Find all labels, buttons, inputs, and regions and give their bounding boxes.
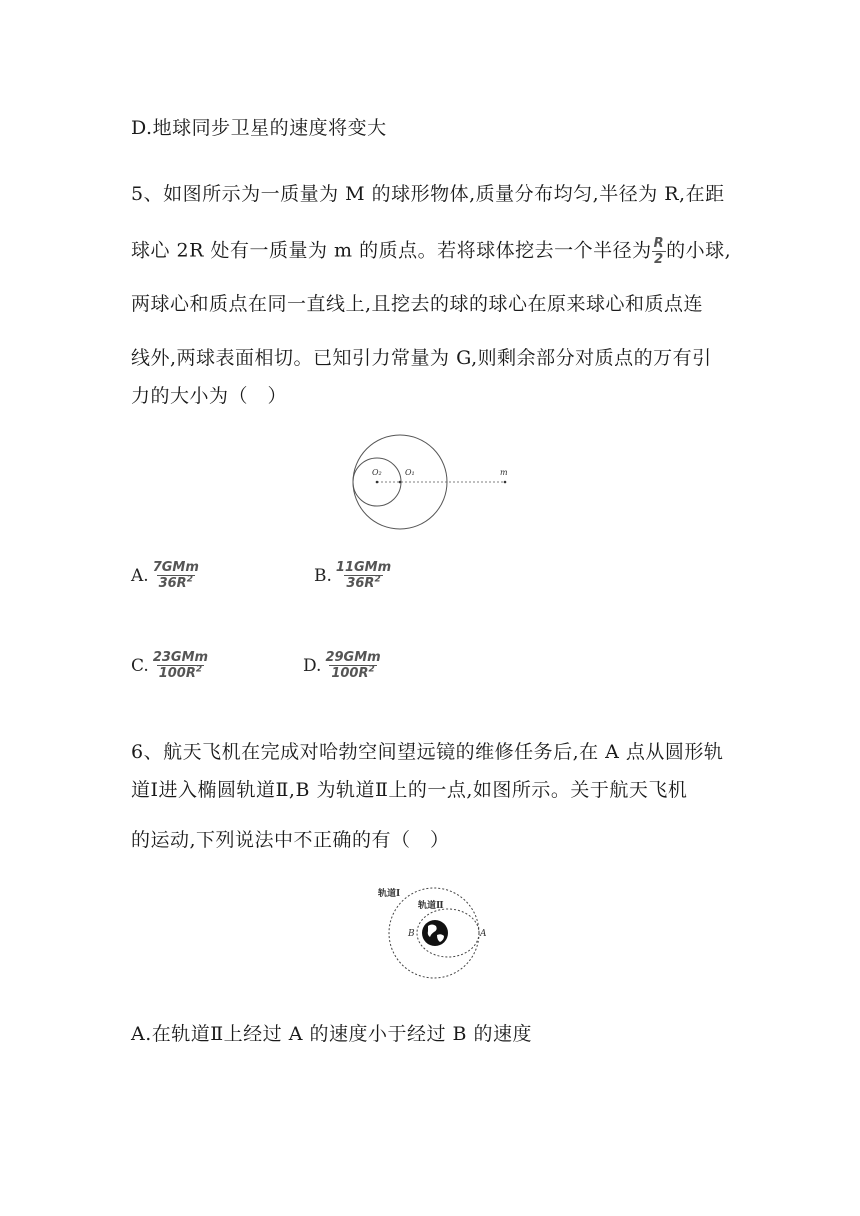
q6-option-a: A.在轨道Ⅱ上经过 A 的速度小于经过 B 的速度 [131, 1023, 533, 1045]
q5-option-c [131, 650, 210, 681]
option-den: $36R^2$ [346, 574, 381, 591]
point-m [504, 481, 507, 484]
option-fraction [151, 650, 210, 681]
option-num: 23GMm [152, 650, 209, 665]
q5-option-b [314, 560, 393, 591]
q5-option-a [131, 560, 201, 591]
q6-line-3: 的运动,下列说法中不正确的有（ ） [131, 829, 450, 851]
option-letter: A. [131, 565, 149, 586]
q5-line-2-post: 的小球, [666, 239, 732, 262]
label-orbit-2: 轨道Ⅱ [418, 901, 444, 911]
label-o2: O₂ [372, 468, 382, 477]
q6-line-2: 道Ⅰ进入椭圆轨道Ⅱ,B 为轨道Ⅱ上的一点,如图所示。关于航天飞机 [131, 779, 688, 801]
q5-line-1: 5、如图所示为一质量为 M 的球形物体,质量分布均匀,半径为 R,在距 [131, 183, 725, 205]
q5-line-5: 力的大小为（ ） [131, 385, 288, 407]
option-letter: C. [131, 655, 149, 676]
label-a: A [480, 929, 487, 939]
earth-icon [422, 920, 448, 946]
q5-line-4: 线外,两球表面相切。已知引力常量为 G,则剩余部分对质点的万有引 [131, 347, 712, 369]
radius-fraction-num: R [653, 236, 665, 251]
orbit-diagram [370, 880, 500, 980]
q5-option-d [303, 650, 383, 681]
point-o1 [399, 481, 402, 484]
radius-fraction [652, 236, 667, 267]
q5-line-3: 两球心和质点在同一直线上,且挖去的球的球心在原来球心和质点连 [131, 293, 704, 315]
option-den: $100R^2$ [158, 664, 203, 681]
option-fraction [151, 560, 201, 591]
option-letter: B. [314, 565, 332, 586]
option-num: 7GMm [152, 560, 199, 575]
label-m: m [500, 468, 508, 477]
label-orbit-1: 轨道Ⅰ [378, 889, 401, 899]
q4-option-d: D.地球同步卫星的速度将变大 [131, 117, 387, 139]
label-o1: O₁ [405, 468, 415, 477]
point-o2 [376, 481, 379, 484]
q5-line-2-pre: 球心 2R 处有一质量为 m 的质点。若将球体挖去一个半径为 [131, 239, 652, 262]
option-den: $36R^2$ [158, 574, 193, 591]
option-num: 29GMm [325, 650, 381, 665]
option-fraction [323, 650, 382, 681]
option-letter: D. [303, 655, 322, 676]
option-num: 11GMm [335, 560, 392, 575]
option-den: $100R^2$ [331, 664, 375, 681]
label-b: B [408, 929, 415, 939]
q5-line-2 [131, 236, 731, 267]
radius-fraction-den: 2 [654, 252, 664, 267]
q6-line-1: 6、航天飞机在完成对哈勃空间望远镜的维修任务后,在 A 点从圆形轨 [131, 741, 724, 763]
option-fraction [334, 560, 393, 591]
sphere-diagram [340, 432, 540, 532]
